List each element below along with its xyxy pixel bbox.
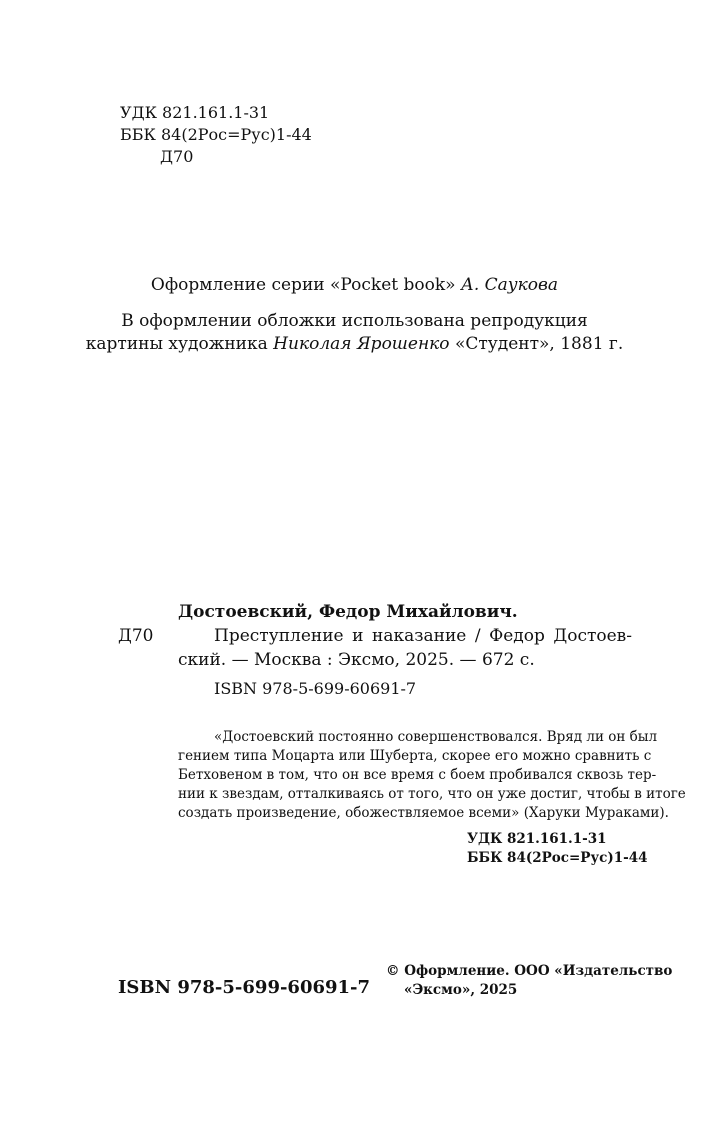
series-design-credit xyxy=(0,273,709,297)
catalog-author-mark: Д70 xyxy=(118,626,154,646)
annotation-line-5: создать произведение, обожествляемое всеми» (Харуки Мураками). xyxy=(178,805,669,821)
series-label: Оформление серии «Pocket book» xyxy=(150,275,456,295)
author-mark: Д70 xyxy=(160,147,194,166)
bbk-code: ББК 84(2Рос=Рус)1-44 xyxy=(120,125,312,144)
cover-artist: Николая Ярошенко xyxy=(273,334,450,354)
catalog-udk: УДК 821.161.1-31 xyxy=(467,831,607,847)
annotation-line-3: Бетховеном в том, что он все время с боем пробивался сквозь тер- xyxy=(178,767,657,783)
cover-credit-line2 xyxy=(0,332,709,356)
catalog-title-line2: ский. — Москва : Эксмо, 2025. — 672 с. xyxy=(178,650,535,670)
annotation-line-2: гением типа Моцарта или Шуберта, скорее его можно сравнить с xyxy=(178,748,652,764)
catalog-isbn: ISBN 978-5-699-60691-7 xyxy=(214,679,417,698)
annotation-line-1: «Достоевский постоянно совершенствовался. Вряд ли он был xyxy=(214,729,658,745)
catalog-title-line1: Преступление и наказание / Федор Достоев- xyxy=(214,626,632,646)
copyright-line1: © Оформление. ООО «Издательство xyxy=(386,963,673,979)
annotation-line-4: нии к звездам, отталкиваясь от того, что он уже достиг, чтобы в итоге xyxy=(178,786,686,802)
cover-credit-suffix: «Студент», 1881 г. xyxy=(454,334,624,354)
series-designer: А. Саукова xyxy=(460,275,559,295)
footer-isbn: ISBN 978-5-699-60691-7 xyxy=(118,977,371,998)
catalog-author: Достоевский, Федор Михайлович. xyxy=(178,602,518,622)
copyright-line2: «Эксмо», 2025 xyxy=(404,982,518,998)
catalog-bbk: ББК 84(2Рос=Рус)1-44 xyxy=(467,850,648,866)
cover-credit-line1: В оформлении обложки использована репродукция xyxy=(121,311,588,331)
cover-credit-prefix: картины художника xyxy=(85,334,268,354)
udk-code: УДК 821.161.1-31 xyxy=(120,103,270,122)
